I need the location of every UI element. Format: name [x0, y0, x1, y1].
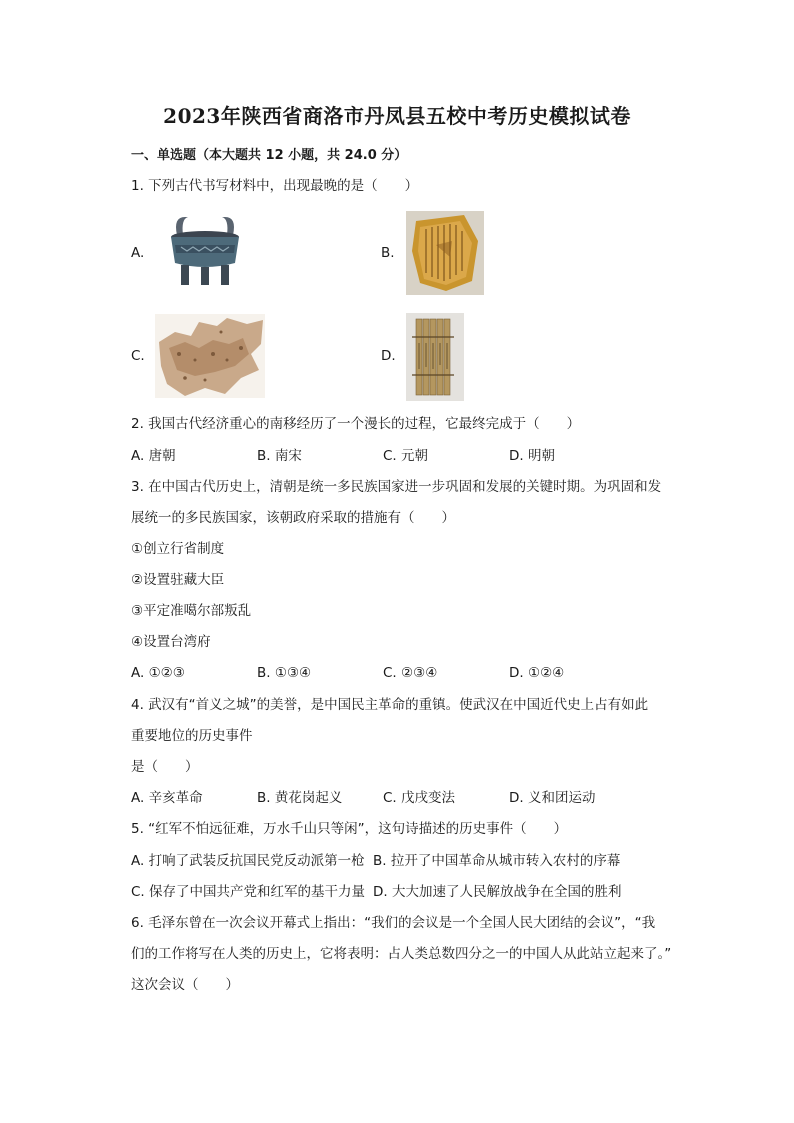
bamboo-slips-icon [406, 313, 464, 401]
q3-item-3: ③平定准噶尔部叛乱 [131, 603, 252, 619]
q3-item-4: ④设置台湾府 [131, 634, 211, 650]
q3-option-a: A. ①②③ [131, 665, 185, 681]
q4-option-d: D. 义和团运动 [509, 790, 596, 806]
page-title: 2023年陕西省商洛市丹凤县五校中考历史模拟试卷 [163, 104, 631, 128]
q5-option-b: B. 拉开了中国革命从城市转入农村的序幕 [373, 853, 621, 869]
q2-option-d: D. 明朝 [509, 448, 555, 464]
paper-fragment-icon [155, 314, 265, 398]
q1-option-c-letter: C. [131, 348, 145, 364]
q2-option-b: B. 南宋 [257, 448, 302, 464]
q3-option-c: C. ②③④ [383, 665, 438, 681]
q3-item-2: ②设置驻藏大臣 [131, 572, 225, 588]
bronze-ding-icon [155, 213, 255, 289]
q3-item-1: ①创立行省制度 [131, 541, 225, 557]
section-heading: 一、单选题（本大题共 12 小题，共 24.0 分） [131, 148, 408, 163]
q5-option-c: C. 保存了中国共产党和红军的基干力量 [131, 884, 366, 900]
question-4-stem-line-3: 是（ ） [131, 759, 199, 775]
q1-option-b-letter: B. [381, 245, 395, 261]
q4-option-b: B. 黄花岗起义 [257, 790, 343, 806]
question-1-stem: 1. 下列古代书写材料中，出现最晚的是（ ） [131, 178, 419, 194]
question-2-stem: 2. 我国古代经济重心的南移经历了一个漫长的过程，它最终完成于（ ） [131, 416, 581, 432]
question-6-stem-line-1: 6. 毛泽东曾在一次会议开幕式上指出：“我们的会议是一个全国人民大团结的会议”，“我 [131, 915, 656, 931]
q5-option-d: D. 大大加速了人民解放战争在全国的胜利 [373, 884, 622, 900]
q5-option-a: A. 打响了武装反抗国民党反动派第一枪 [131, 853, 365, 869]
oracle-bone-icon [406, 211, 484, 295]
question-4-stem-line-1: 4. 武汉有“首义之城”的美誉，是中国民主革命的重镇。使武汉在中国近代史上占有如此 [131, 697, 649, 713]
q4-option-a: A. 辛亥革命 [131, 790, 203, 806]
q2-option-a: A. 唐朝 [131, 448, 176, 464]
q2-option-c: C. 元朝 [383, 448, 429, 464]
q3-option-d: D. ①②④ [509, 665, 565, 681]
question-3-stem-line-2: 展统一的多民族国家，该朝政府采取的措施有（ ） [131, 510, 455, 526]
question-6-stem-line-2: 们的工作将写在人类的历史上，它将表明：占人类总数四分之一的中国人从此站立起来了。” [131, 946, 672, 962]
q3-option-b: B. ①③④ [257, 665, 312, 681]
question-5-stem: 5. “红军不怕远征难，万水千山只等闲”，这句诗描述的历史事件（ ） [131, 821, 568, 837]
q4-option-c: C. 戊戌变法 [383, 790, 456, 806]
question-6-stem-line-3: 这次会议（ ） [131, 977, 239, 993]
q1-option-a-letter: A. [131, 245, 145, 261]
question-4-stem-line-2: 重要地位的历史事件 [131, 728, 253, 744]
question-3-stem-line-1: 3. 在中国古代历史上，清朝是统一多民族国家进一步巩固和发展的关键时期。为巩固和发 [131, 479, 662, 495]
q1-option-d-letter: D. [381, 348, 396, 364]
